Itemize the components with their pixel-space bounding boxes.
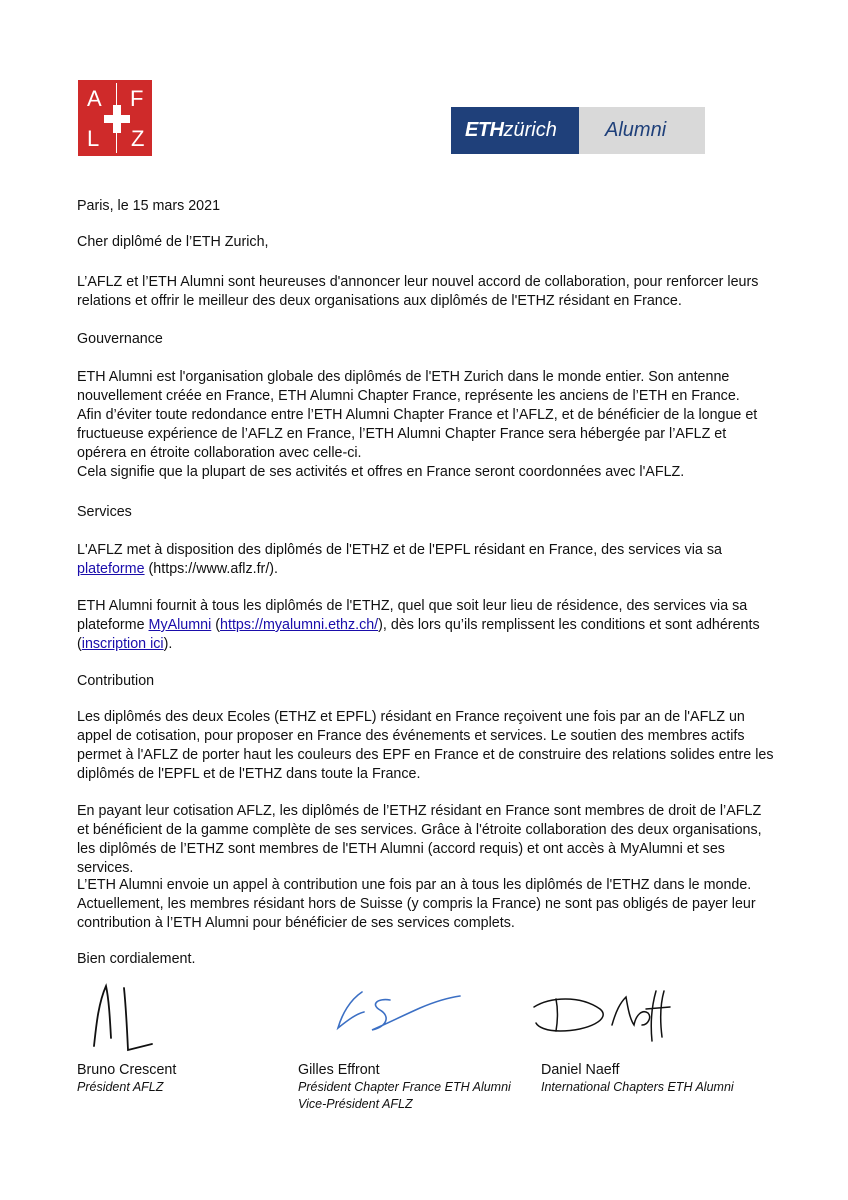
- services-p2-text-b: (: [211, 617, 221, 633]
- letter-salutation: Cher diplômé de l’ETH Zurich,: [77, 234, 269, 250]
- signatory-name: Bruno Crescent: [77, 1062, 177, 1078]
- contribution-paragraph-2: En payant leur cotisation AFLZ, les diplômés de l’ETHZ résidant en France sont membres de droit de l’AFLZ et bénéficient de la gamme complète de ses services. Grâce à l'étroite collaboration des deux organisations, les diplômés de l’ETHZ sont membres de l'ETH Alumni (accord requis) et ont accès à MyAlumni et ses services.: [77, 803, 762, 876]
- signatory-block-3: [541, 1061, 781, 1096]
- eth-zurich-wordmark: [451, 107, 579, 154]
- myalumni-link[interactable]: MyAlumni: [148, 617, 212, 633]
- services-paragraph-1: [77, 541, 767, 579]
- signatory-title: International Chapters ETH Alumni: [541, 1080, 734, 1094]
- services-paragraph-2: [77, 597, 777, 654]
- myalumni-url-link[interactable]: https://myalumni.ethz.ch/: [220, 617, 379, 633]
- section-heading-gouvernance: Gouvernance: [77, 331, 163, 347]
- section-heading-services: Services: [77, 504, 132, 520]
- aflz-logo: [78, 80, 152, 156]
- gouvernance-paragraph-3: Cela signifie que la plupart de ses activités et offres en France seront coordonnées avec l'AFLZ.: [77, 464, 685, 480]
- services-p2-text-c: ), dès lors qu’ils remplissent les conditions et sont adhérents (: [77, 617, 760, 652]
- section-heading-contribution: Contribution: [77, 673, 155, 689]
- letter-intro: L’AFLZ et l’ETH Alumni sont heureuses d'annoncer leur nouvel accord de collaboration, pour renforcer leurs relations et offrir le meilleur des deux organisations aux diplômés de l'ETHZ résidant en France.: [77, 274, 759, 309]
- aflz-letter-a: A: [87, 86, 102, 111]
- signatory-title: Président AFLZ: [77, 1080, 164, 1094]
- services-p1-text-b: (https://www.aflz.fr/).: [144, 561, 279, 577]
- eth-wordmark-bold: ETH: [465, 119, 504, 141]
- services-p1-text-a: L'AFLZ met à disposition des diplômés de l'ETHZ et de l'EPFL résidant en France, des services via sa: [77, 542, 722, 558]
- inscription-link[interactable]: inscription ici: [81, 636, 164, 652]
- services-p2-text-a: ETH Alumni fournit à tous les diplômés de l'ETHZ, quel que soit leur lieu de résidence, des services via sa plateforme: [77, 598, 748, 633]
- signatory-name: Gilles Effront: [298, 1062, 380, 1078]
- aflz-letter-f: F: [130, 86, 144, 111]
- letter-date: Paris, le 15 mars 2021: [77, 198, 221, 214]
- eth-wordmark-light: zürich: [503, 119, 557, 141]
- signatory-title: Président Chapter France ETH Alumni: [298, 1080, 511, 1094]
- alumni-wordmark: Alumni: [605, 119, 667, 141]
- gouvernance-paragraph-2: Afin d’éviter toute redondance entre l’ETH Alumni Chapter France et l’AFLZ, et de bénéficier de la longue et fructueuse expérience de l’AFLZ en France, l’ETH Alumni Chapter France sera hébergée par l’AFLZ et opérera en étroite collaboration avec celle-ci.: [77, 407, 758, 461]
- services-p2-text-d: ).: [163, 636, 173, 652]
- signature-gilles-effront: [330, 978, 480, 1038]
- aflz-letter-l: L: [87, 126, 100, 151]
- swiss-cross-icon-vertical: [113, 105, 121, 133]
- eth-alumni-logo: [451, 107, 705, 154]
- aflz-logo-field: [81, 83, 149, 153]
- contribution-paragraph-3: L’ETH Alumni envoie un appel à contribution une fois par an à tous les diplômés de l'ETHZ dans le monde. Actuellement, les membres résidant hors de Suisse (y compris la France) ne sont pas obligés de payer leur contribution à l’ETH Alumni pour bénéficier de ses services complets.: [77, 877, 756, 931]
- signatory-title-secondary: Vice-Président AFLZ: [298, 1097, 413, 1111]
- signatory-block-2: [298, 1061, 528, 1113]
- letter-closing: Bien cordialement.: [77, 951, 196, 967]
- signatory-block-1: [77, 1061, 277, 1096]
- aflz-letter-z: Z: [131, 126, 145, 151]
- plateforme-link[interactable]: plateforme: [77, 561, 145, 577]
- contribution-paragraph-1: Les diplômés des deux Ecoles (ETHZ et EPFL) résidant en France reçoivent une fois par an de l'AFLZ un appel de cotisation, pour proposer en France des événements et services. Le soutien des membres actifs permet à l'AFLZ de porter haut les couleurs des EPF en France et de construire des relations solides entre les diplômés de l'EPFL et de l'ETHZ dans toute la France.: [77, 709, 774, 782]
- signature-daniel-naeff: [530, 985, 680, 1043]
- gouvernance-paragraph-1: ETH Alumni est l'organisation globale des diplômés de l'ETH Zurich dans le monde entier. Son antenne nouvellement créée en France, ETH Alumni Chapter France, représente les anciens de l’ETH en France.: [77, 369, 740, 404]
- signatory-name: Daniel Naeff: [541, 1062, 620, 1078]
- signature-bruno-crescent: [88, 978, 168, 1056]
